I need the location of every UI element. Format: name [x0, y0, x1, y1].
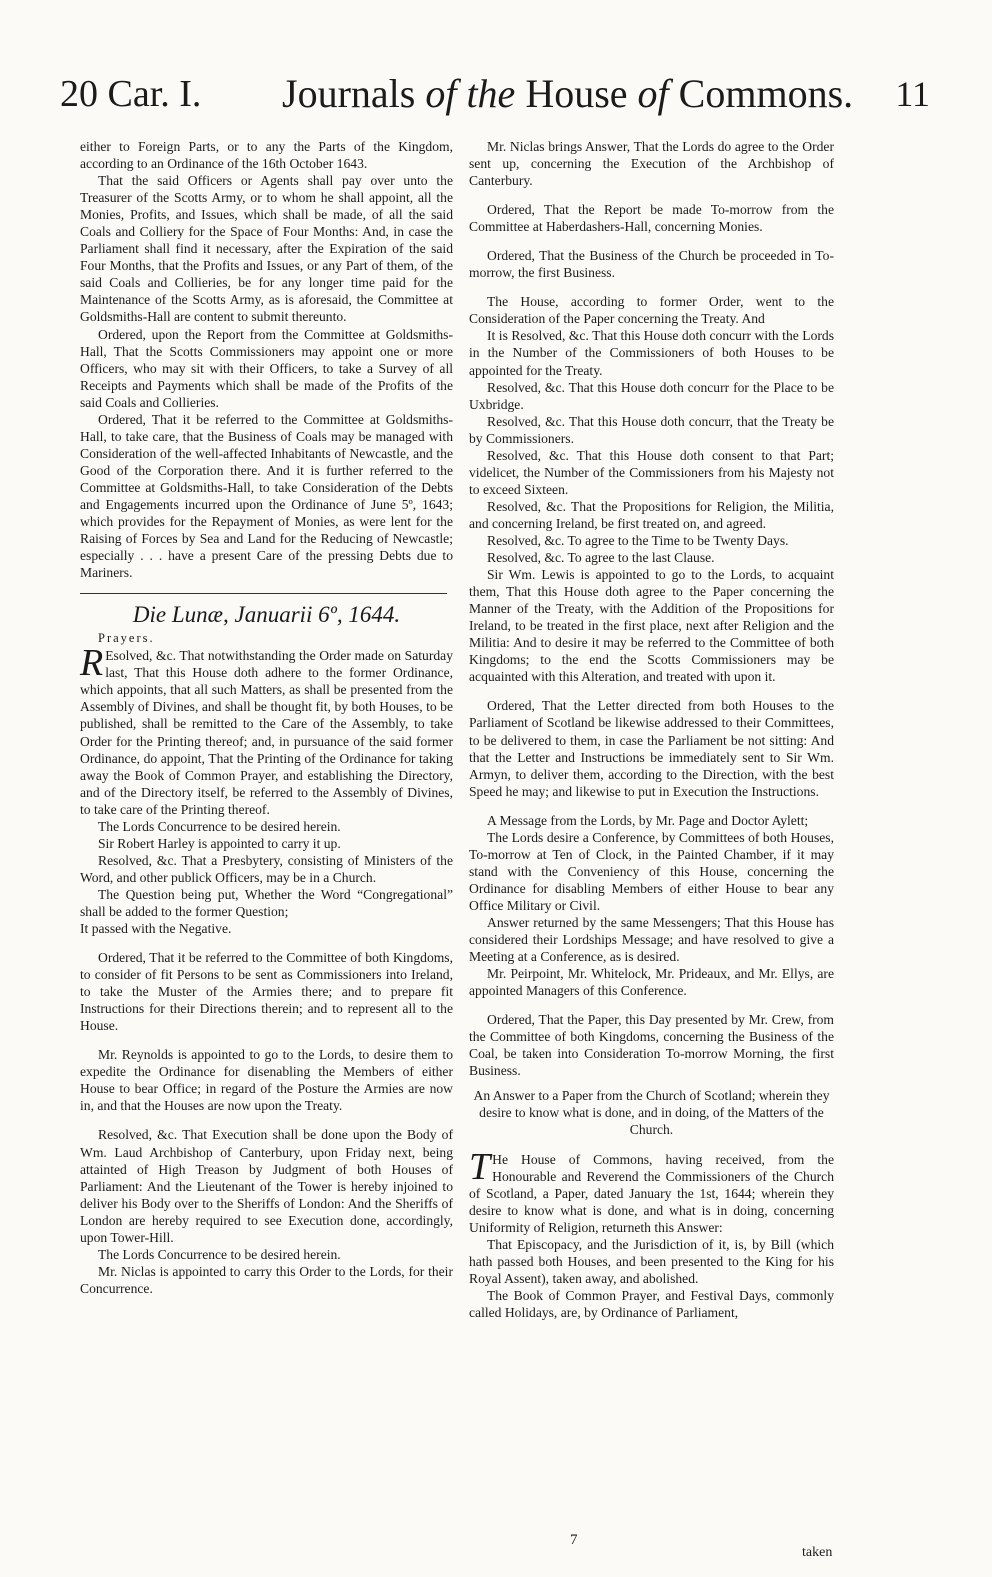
paragraph: The Lords Concurrence to be desired herein. [98, 818, 341, 834]
paragraph: Sir Wm. Lewis is appointed to go to the Lords, to acquaint them, That this House doth agree to the Paper concerning the Manner of the Treaty, with the Addition of the Propositions for Ireland, to be treated in the first place, next after Religion and the Militia: And to desire it may be referred to the Committee of both Kingdoms; to the end the Scotts Commissioners may be acquainted with this Alteration, and treated with upon it. [469, 567, 834, 685]
paragraph: Ordered, That it be referred to the Committee of both Kingdoms, to consider of fit Persons to be sent as Commissioners into Ireland, to take the Muster of the Armies there; and to prepare fit Instructions for their Directions therein; and to represent all to the House. [80, 950, 453, 1034]
paragraph: Ordered, That the Report be made To-morrow from the Committee at Haberdashers-Hall, concerning Monies. [469, 202, 834, 235]
paragraph: Answer returned by the same Messengers; That this House has considered their Lordships Message; and have resolved to give a Meeting at a Conference, as is desired. [469, 914, 834, 965]
page-header [60, 64, 930, 124]
paragraph: Resolved, &c. That Execution shall be done upon the Body of Wm. Laud Archbishop of Canterbury, upon Friday next, being attainted of High Treason by Judgment of both Houses of Parliament: And the Lieutenant of the Tower is hereby injoined to deliver his Body over to the Sheriffs of London: And the Sheriffs of London are hereby required to see Execution done, accordingly, upon Tower-Hill. [80, 1127, 453, 1245]
section-divider [80, 593, 447, 594]
paragraph: That the said Officers or Agents shall pay over unto the Treasurer of the Scotts Army, or to whom he shall appoint, all the Monies, Profits, and Issues, which shall be made, of all the said Coals and Colliery for the Space of Four Months: And, in case the Parliament shall find it necessary, after the Expiration of the said Four Months, that the Profits and Issues, or any Part of them, of the said Coals and Collieries, be for any longer time paid for the Maintenance of the Scotts Army, as is aforesaid, the Committee at Goldsmiths-Hall are content to submit thereunto. [80, 173, 453, 325]
paragraph: Ordered, That it be referred to the Committee at Goldsmiths-Hall, to take care, that the Business of Coals may be managed with Consideration of the well-affected Inhabitants of Newcastle, and the Good of the Corporation there. And it is further referred to the Committee at Goldsmiths-Hall, to take Consideration of the Debts and Engagements incurred upon the Ordinance of June 5º, 1643; which provides for the Repayment of Monies, as were lent for the Raising of Forces by Sea and Land for the Reducing of Newcastle; especially . . . have a present Care of the pressing Debts due to Mariners. [80, 411, 453, 581]
paragraph: Ordered, That the Paper, this Day presented by Mr. Crew, from the Committee of both Kingdoms, concerning the Business of the Coal, be taken into Consideration To-morrow Morning, the first Business. [469, 1012, 834, 1079]
catchword: taken [802, 1545, 833, 1560]
paragraph: R Esolved, &c. That notwithstanding the Order made on Saturday last, That this House doth adhere to the former Ordinance, which appoints, that all such Matters, as shall be presented from the Assembly of Divines, and shall be thought fit, by both Houses, to be published, shall be remitted to the Care of the Assembly, to take Order for the Printing thereof; and, in pursuance of the said former Ordinance, do appoint, That the Printing of the Ordinance for taking away the Book of Common Prayer, and establishing the Directory, and of the Directory itself, be referred to the Assembly of Divines, to take care of the Printing thereof. [80, 642, 453, 817]
drop-cap: T [469, 1145, 491, 1188]
paragraph: Resolved, &c. To agree to the Time to be Twenty Days. [487, 532, 789, 548]
paragraph: It is Resolved, &c. That this House doth concurr with the Lords in the Number of the Commissioners of both Houses to be appointed for the Treaty. [469, 328, 834, 378]
paragraph: Ordered, That the Letter directed from both Houses to the Parliament of Scotland be likewise addressed to their Committees, to be delivered to them, in case the Parliament be not sitting: And that the Letter and Instructions be immediately sent to Sir Wm. Armyn, to deliver them, according to the Direction, with the best Speed he may; and likewise to put in Execution the Instructions. [469, 698, 834, 799]
paragraph: Resolved, &c. That this House doth concurr, that the Treaty be by Commissioners. [469, 413, 834, 446]
paragraph: The House, according to former Order, went to the Consideration of the Paper concerning the Treaty. And [469, 294, 834, 327]
regnal-year: 20 Car. I. [60, 73, 202, 115]
left-column [80, 138, 453, 1297]
page-number: 11 [895, 74, 930, 114]
paragraph: Resolved, &c. That this House doth concurr for the Place to be Uxbridge. [469, 379, 834, 412]
answer-heading: An Answer to a Paper from the Church of Scotland; wherein they desire to know what is done, and in doing, of the Matters of the Church. [473, 1088, 830, 1138]
paragraph: It passed with the Negative. [80, 921, 232, 937]
paragraph: Resolved, &c. That the Propositions for Religion, the Militia, and concerning Ireland, be first treated on, and agreed. [469, 498, 834, 531]
paragraph: Ordered, upon the Report from the Committee at Goldsmiths-Hall, That the Scotts Commissioners may appoint one or more Officers, who may sit with their Officers, to take a Survey of all Receipts and Payments which shall be made of the Profits of the said Coals and Collieries. [80, 326, 453, 410]
day-heading: Die Lunæ, Januarii 6º, 1644. [132, 602, 401, 628]
paragraph: either to Foreign Parts, or to any the Parts of the Kingdom, according to an Ordinance of the 16th October 1643. [80, 139, 453, 172]
paragraph: Mr. Niclas brings Answer, That the Lords do agree to the Order sent up, concerning the Execution of the Archbishop of Canterbury. [469, 139, 834, 189]
journal-title: Journals of the House of Commons. [282, 71, 854, 116]
paragraph: The Question being put, Whether the Word “Congregational” shall be added to the former Question; [80, 886, 453, 919]
paragraph: Ordered, That the Business of the Church be proceeded in To-morrow, the first Business. [469, 248, 834, 281]
prayers-heading: Prayers. [98, 631, 155, 646]
paragraph: The Lords Concurrence to be desired herein. [98, 1246, 341, 1262]
paragraph: Resolved, &c. That this House doth consent to that Part; videlicet, the Number of the Commissioners from his Majesty not to exceed Sixteen. [469, 447, 834, 497]
paragraph: Mr. Niclas is appointed to carry this Order to the Lords, for their Concurrence. [80, 1263, 453, 1296]
right-column [469, 138, 834, 1321]
paragraph: Resolved, &c. That a Presbytery, consisting of Ministers of the Word, and other publick Officers, may be in a Church. [80, 852, 453, 885]
drop-cap: R [80, 642, 104, 685]
paragraph: T He House of Commons, having received, from the Honourable and Reverend the Commissioners of the Church of Scotland, a Paper, dated January the 1st, 1644; wherein they desire to know what is done, and what is in doing, concerning Uniformity of Religion, returneth this Answer: [469, 1145, 834, 1235]
paragraph: Sir Robert Harley is appointed to carry it up. [98, 835, 341, 851]
paragraph: Mr. Reynolds is appointed to go to the Lords, to desire them to expedite the Ordinance for disenabling the Members of either House to bear Office; in regard of the Posture the Armies are now in, and that the Houses are now upon the Treaty. [80, 1047, 453, 1114]
paragraph: The Book of Common Prayer, and Festival Days, commonly called Holidays, are, by Ordinance of Parliament, [469, 1287, 834, 1320]
paragraph: Resolved, &c. To agree to the last Clause. [487, 550, 715, 566]
signature-mark: 7 [570, 1532, 578, 1548]
paragraph: The Lords desire a Conference, by Committees of both Houses, To-morrow at Ten of Clock, in the Painted Chamber, if it may stand with the Conveniency of this House, concerning the Ordinance for disabling Members of either House to bear any Office Military or Civil. [469, 829, 834, 913]
paragraph: A Message from the Lords, by Mr. Page and Doctor Aylett; [487, 812, 809, 828]
paragraph: Mr. Peirpoint, Mr. Whitelock, Mr. Prideaux, and Mr. Ellys, are appointed Managers of this Conference. [469, 966, 834, 999]
paragraph: That Episcopacy, and the Jurisdiction of it, is, by Bill (which hath passed both Houses, and been presented to the King for his Royal Assent), taken away, and abolished. [469, 1236, 834, 1286]
